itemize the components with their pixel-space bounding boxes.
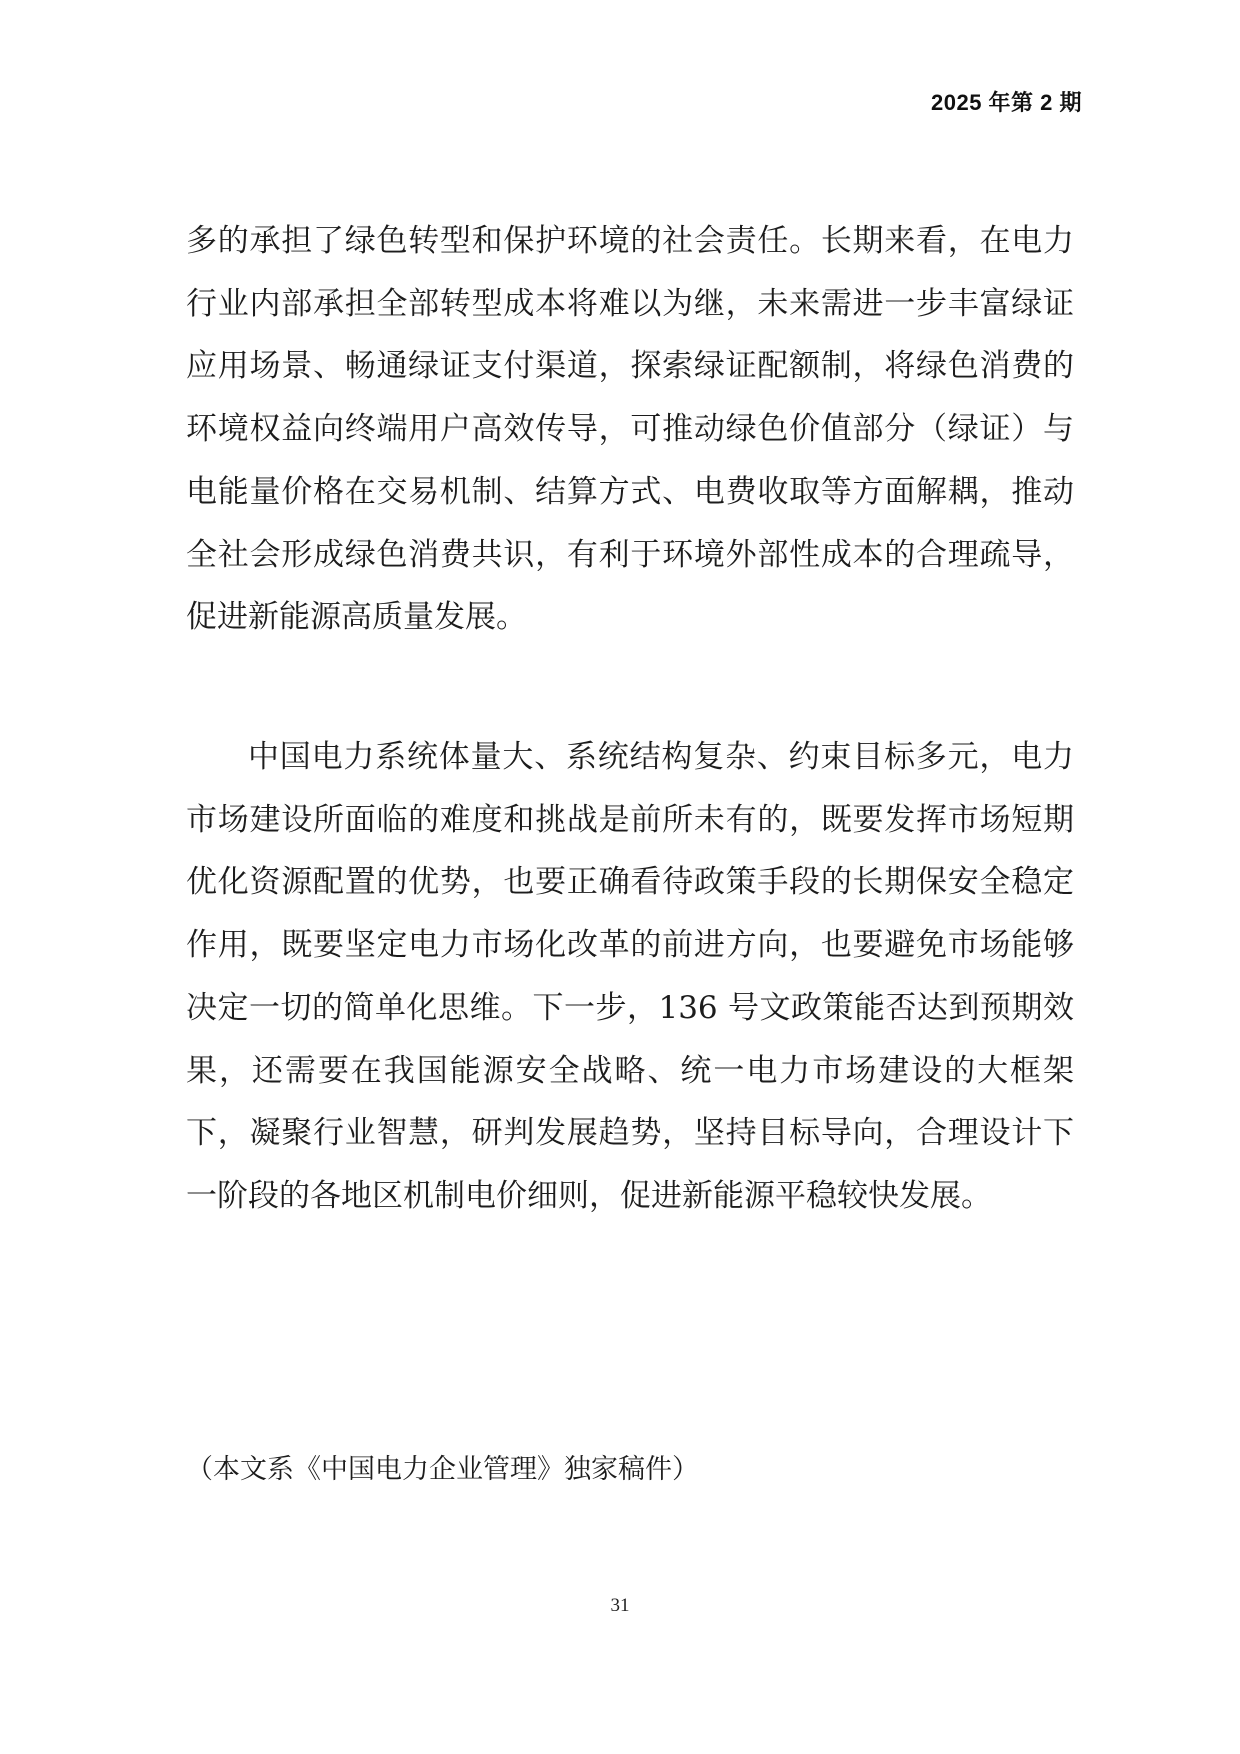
page-number: 31 (610, 1595, 630, 1616)
body-paragraph-1: 多的承担了绿色转型和保护环境的社会责任。长期来看，在电力行业内部承担全部转型成本将难以为继，未来需进一步丰富绿证应用场景、畅通绿证支付渠道，探索绿证配额制，将绿色消费的环境权益向终端用户高效传导，可推动绿色价值部分（绿证）与电能量价格在交易机制、结算方式、电费收取等方面解耦，推动全社会形成绿色消费共识，有利于环境外部性成本的合理疏导，促进新能源高质量发展。 (186, 223, 1074, 636)
body-paragraph-2: 中国电力系统体量大、系统结构复杂、约束目标多元，电力市场建设所面临的难度和挑战是前所未有的，既要发挥市场短期优化资源配置的优势，也要正确看待政策手段的长期保安全稳定作用，既要坚定电力市场化改革的前进方向，也要避免市场能够决定一切的简单化思维。下一步，136 号文政策能否达到预期效果，还需要在我国能源安全战略、统一电力市场建设的大框架下，凝聚行业智慧，研判发展趋势，坚持目标导向，合理设计下一阶段的各地区机制电价细则，促进新能源平稳较快发展。 (186, 739, 1074, 1214)
source-note: （本文系《中国电力企业管理》独家稿件） (186, 1454, 699, 1485)
issue-header: 2025 年第 2 期 (930, 90, 1082, 115)
